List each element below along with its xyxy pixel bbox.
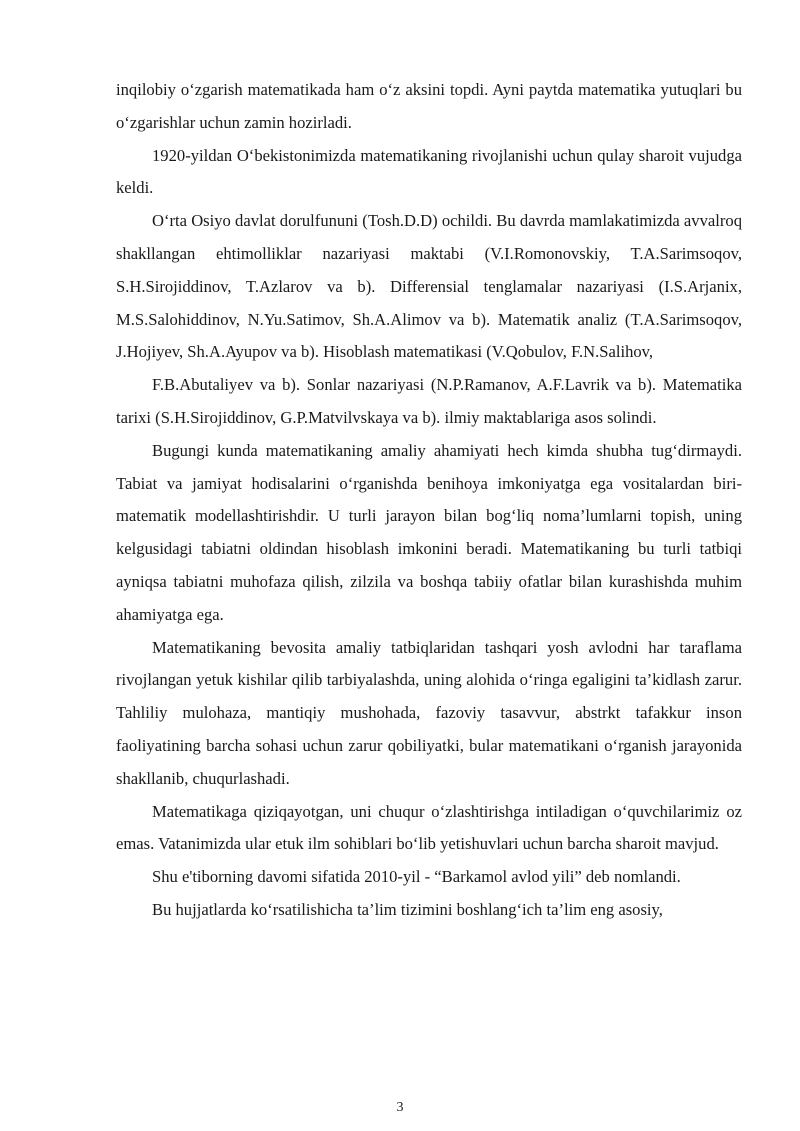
- paragraph: Matematikaning bevosita amaliy tatbiqlaridan tashqari yosh avlodni har taraflama rivojlangan yetuk kishilar qilib tarbiyalashda, uning alohida o‘ringa egaligini ta’kidlash zarur. Tahliliy mulohaza, mantiqiy mushohada, fazoviy tasavvur, abstrkt tafakkur inson faoliyatining barcha sohasi uchun zarur qobiliyatki, bular matematikani o‘rganish jarayonida shakllanib, chuqurlashadi.: [116, 637, 742, 788]
- paragraph: Bugungi kunda matematikaning amaliy ahamiyati hech kimda shubha tug‘dirmaydi. Tabiat va jamiyat hodisalarini o‘rganishda benihoya imkoniyatga ega vositalardan biri- matematik modellashtirishdir. U turli jarayon bilan bog‘liq noma’lumlarni topish, uning kelgusidagi tabiatni oldindan hisoblash imkonini beradi. Matematikaning bu turli tatbiqi ayniqsa tabiatni muhofaza qilish, zilzila va boshqa tabiiy ofatlar bilan kurashishda muhim ahamiyatga ega.: [116, 440, 742, 624]
- document-body: [116, 74, 742, 927]
- paragraph: Matematikaga qiziqayotgan, uni chuqur o‘zlashtirishga intiladigan o‘quvchilarimiz oz emas. Vatanimizda ular etuk ilm sohiblari bo‘lib yetishuvlari uchun barcha sharoit mavjud.: [116, 801, 742, 854]
- page-number: 3: [396, 1100, 404, 1115]
- paragraph: F.B.Abutaliyev va b). Sonlar nazariyasi (N.P.Ramanov, A.F.Lavrik va b). Matematika tarixi (S.H.Sirojiddinov, G.P.Matvilvskaya va b). ilmiy maktablariga asos solindi.: [116, 375, 742, 427]
- paragraph: Shu e'tiborning davomi sifatida 2010-yil - “Barkamol avlod yili” deb nomlandi.: [152, 867, 681, 887]
- paragraph: O‘rta Osiyo davlat dorulfununi (Tosh.D.D) ochildi. Bu davrda mamlakatimizda avvalroq shakllangan ehtimolliklar nazariyasi maktabi (V.I.Romonovskiy, T.A.Sarimsoqov, S.H.Sirojiddinov, T.Azlarov va b). Differensial tenglamalar nazariyasi (I.S.Arjanix, M.S.Salohiddinov, N.Yu.Satimov, Sh.A.Alimov va b). Matematik analiz (T.A.Sarimsoqov, J.Hojiyev, Sh.A.Ayupov va b). Hisoblash matematikasi (V.Qobulov, F.N.Salihov,: [116, 211, 742, 362]
- paragraph-continued: inqilobiy o‘zgarish matematikada ham o‘z aksini topdi. Ayni paytda matematika yutuqlari bu o‘zgarishlar uchun zamin hozirladi.: [116, 80, 742, 132]
- paragraph: Bu hujjatlarda ko‘rsatilishicha ta’lim tizimini boshlang‘ich ta’lim eng asosiy,: [152, 899, 663, 919]
- paragraph: 1920-yildan O‘bekistonimizda matematikaning rivojlanishi uchun qulay sharoit vujudga keldi.: [116, 145, 742, 198]
